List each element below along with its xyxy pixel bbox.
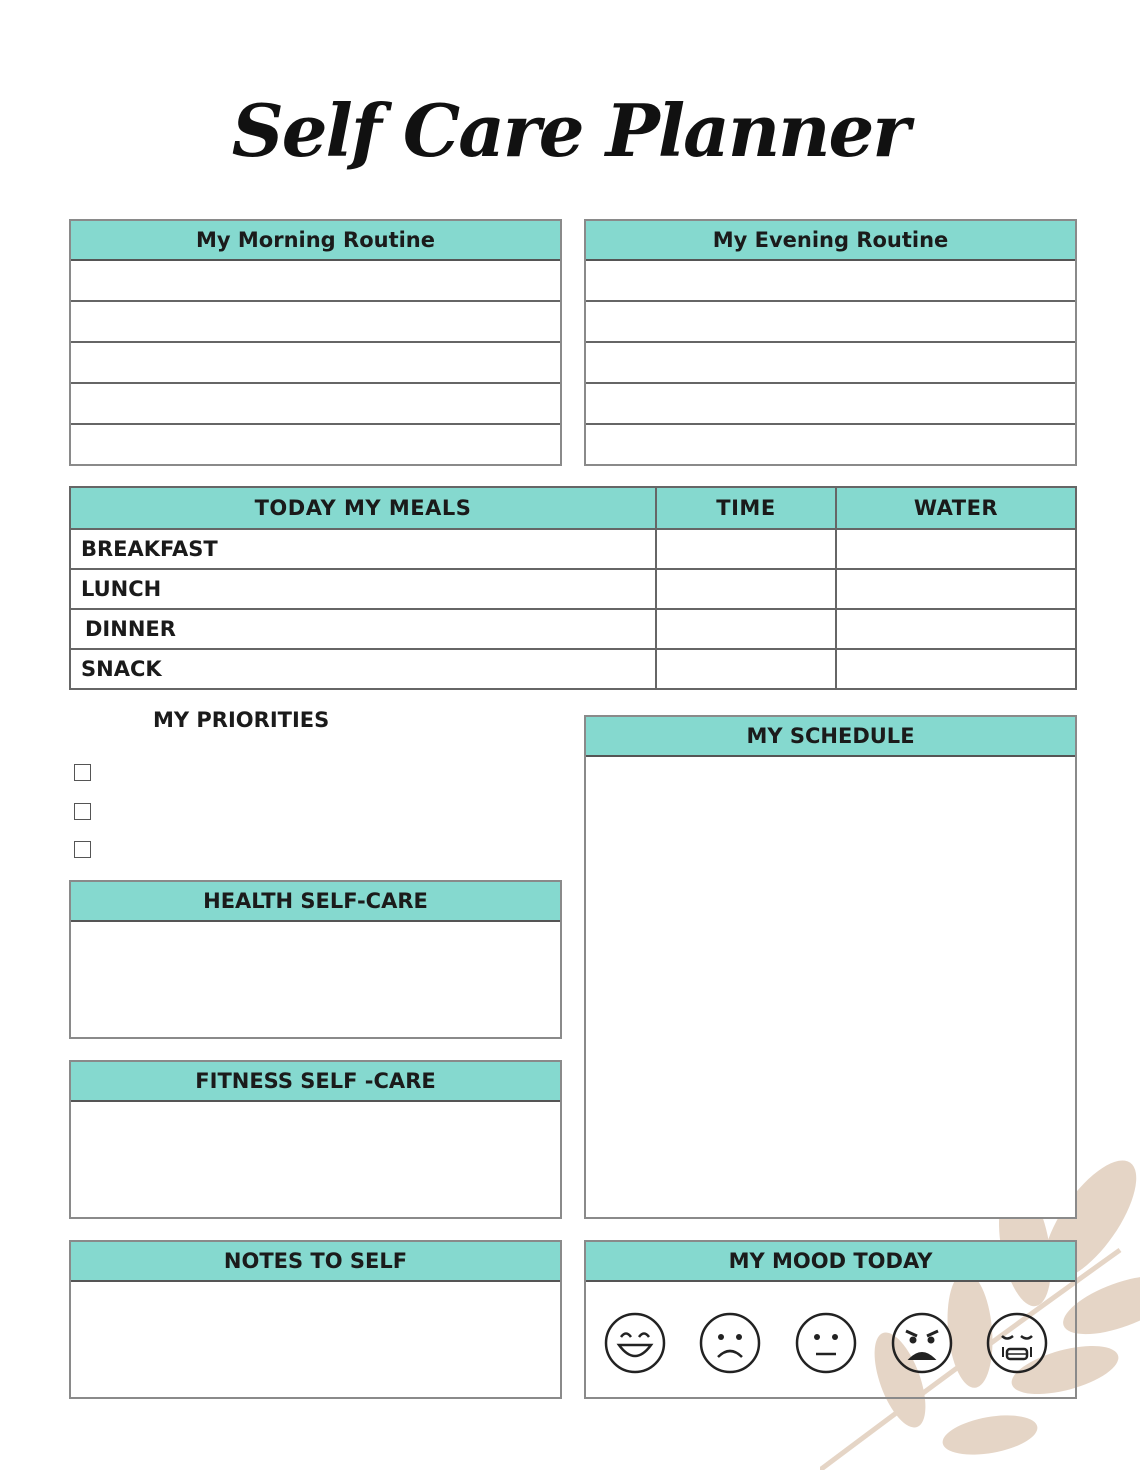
meal-water-cell[interactable]	[836, 609, 1076, 649]
fitness-box	[69, 1060, 562, 1219]
notes-header: NOTES TO SELF	[71, 1242, 560, 1282]
health-box	[69, 880, 562, 1039]
morning-routine-header: My Morning Routine	[71, 221, 560, 261]
health-area[interactable]	[71, 922, 560, 1037]
schedule-box	[584, 715, 1077, 1219]
meal-time-cell[interactable]	[656, 649, 836, 689]
water-column-header: WATER	[836, 487, 1076, 529]
health-header: HEALTH SELF-CARE	[71, 882, 560, 922]
meal-time-cell[interactable]	[656, 529, 836, 569]
morning-routine-line[interactable]	[71, 302, 560, 343]
notes-area[interactable]	[71, 1282, 560, 1397]
evening-routine-box	[584, 219, 1077, 466]
evening-routine-line[interactable]	[586, 261, 1075, 302]
neutral-face-icon[interactable]	[794, 1311, 858, 1375]
morning-routine-line[interactable]	[71, 343, 560, 384]
page-title: Self Care Planner	[231, 88, 909, 173]
mood-header: MY MOOD TODAY	[586, 1242, 1075, 1282]
evening-routine-header: My Evening Routine	[586, 221, 1075, 261]
meal-water-cell[interactable]	[836, 649, 1076, 689]
laughing-face-icon[interactable]	[603, 1311, 667, 1375]
evening-routine-line[interactable]	[586, 425, 1075, 466]
meal-time-cell[interactable]	[656, 609, 836, 649]
priority-checkbox[interactable]	[74, 841, 91, 858]
priorities-heading: MY PRIORITIES	[153, 708, 330, 732]
priority-checkbox[interactable]	[74, 803, 91, 820]
evening-routine-line[interactable]	[586, 384, 1075, 425]
meal-time-cell[interactable]	[656, 569, 836, 609]
meal-label-breakfast: BREAKFAST	[70, 529, 656, 569]
table-row	[70, 569, 1076, 609]
meal-label-snack: SNACK	[70, 649, 656, 689]
meal-label-lunch: LUNCH	[70, 569, 656, 609]
angry-face-icon[interactable]	[890, 1311, 954, 1375]
fitness-header: FITNESS SELF -CARE	[71, 1062, 560, 1102]
priority-checkbox[interactable]	[74, 764, 91, 781]
meals-column-header: TODAY MY MEALS	[70, 487, 656, 529]
evening-routine-line[interactable]	[586, 343, 1075, 384]
meals-table	[69, 486, 1077, 690]
meal-water-cell[interactable]	[836, 529, 1076, 569]
table-row	[70, 529, 1076, 569]
morning-routine-box	[69, 219, 562, 466]
morning-routine-line[interactable]	[71, 384, 560, 425]
sad-face-icon[interactable]	[698, 1311, 762, 1375]
fitness-area[interactable]	[71, 1102, 560, 1217]
crying-face-icon[interactable]	[985, 1311, 1049, 1375]
table-row	[70, 609, 1076, 649]
table-row	[70, 649, 1076, 689]
notes-box	[69, 1240, 562, 1399]
schedule-header: MY SCHEDULE	[586, 717, 1075, 757]
time-column-header: TIME	[656, 487, 836, 529]
evening-routine-line[interactable]	[586, 302, 1075, 343]
meal-label-dinner: DINNER	[70, 609, 656, 649]
morning-routine-line[interactable]	[71, 425, 560, 466]
meal-water-cell[interactable]	[836, 569, 1076, 609]
morning-routine-line[interactable]	[71, 261, 560, 302]
schedule-area[interactable]	[586, 757, 1075, 1217]
